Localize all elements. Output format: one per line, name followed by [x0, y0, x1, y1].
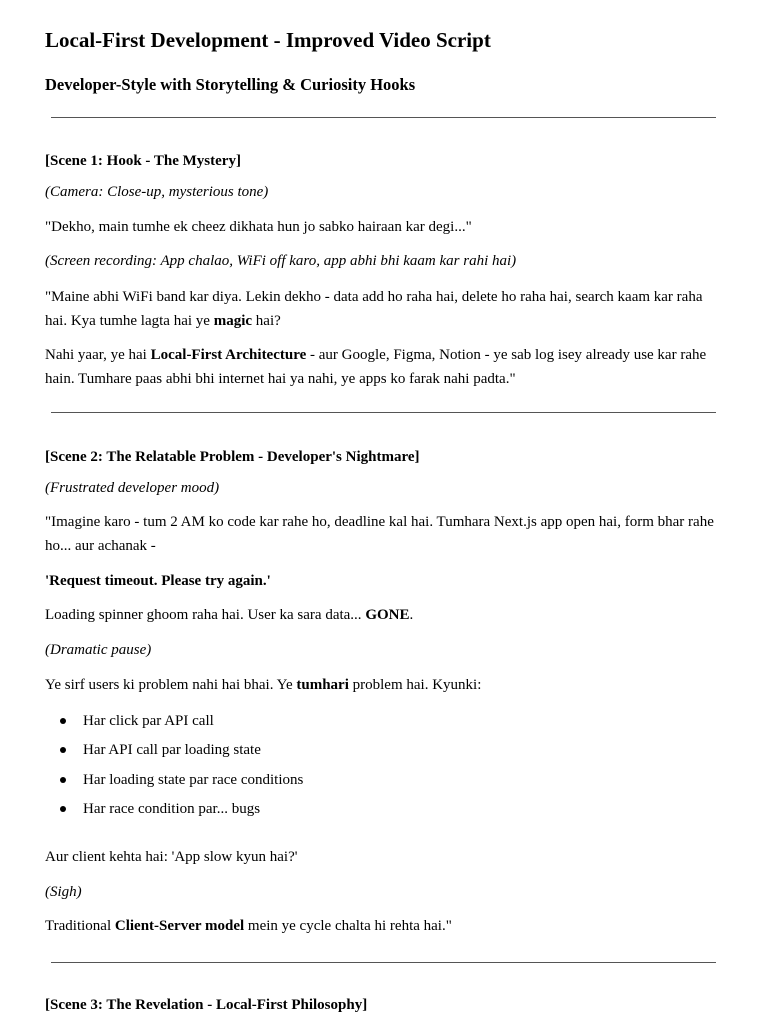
scene2-pause-direction: (Dramatic pause)	[45, 642, 152, 658]
scene1-paragraph2-line1: Nahi yaar, ye hai Local-First Architecture - aur Google, Figma, Notion - ye sab log isey already use kar rahe	[45, 347, 707, 363]
scene1-paragraph2-line2: hain. Tumhare paas abhi bhi internet hai ya nahi, ye apps ko farak nahi padta."	[45, 371, 516, 387]
scene1-screen-direction: (Screen recording: App chalao, WiFi off karo, app abhi bhi kaam kar rahi hai)	[45, 253, 517, 269]
bullet-dot-icon	[60, 777, 66, 783]
scene2-paragraph1-line1: "Imagine karo - tum 2 AM ko code kar rahe ho, deadline kal hai. Tumhara Next.js app open hai, form bhar rahe	[45, 514, 714, 530]
emphasis-gone: GONE	[365, 607, 410, 623]
list-item: Har API call par loading state	[83, 742, 261, 758]
bullet-dot-icon	[60, 806, 66, 812]
list-item: Har race condition par... bugs	[83, 801, 261, 817]
scene1-header: [Scene 1: Hook - The Mystery]	[45, 153, 241, 169]
scene3-header: [Scene 3: The Revelation - Local-First Philosophy]	[45, 997, 368, 1013]
emphasis-magic: magic	[213, 313, 253, 329]
scene2-mood-direction: (Frustrated developer mood)	[45, 480, 220, 496]
scene1-paragraph1-line1: "Maine abhi WiFi band kar diya. Lekin dekho - data add ho raha hai, delete ho raha hai, search kaam kar raha	[45, 289, 703, 305]
scene1-paragraph1-line2: hai. Kya tumhe lagta hai ye magic hai?	[45, 313, 281, 329]
divider	[51, 117, 716, 118]
emphasis-tumhari: tumhari	[296, 677, 349, 693]
list-item: Har click par API call	[83, 713, 214, 729]
document-title: Local-First Development - Improved Video Script	[45, 28, 491, 52]
divider	[51, 962, 716, 963]
scene2-problem-line: Ye sirf users ki problem nahi hai bhai. Ye tumhari problem hai. Kyunki:	[45, 677, 482, 693]
scene2-paragraph1-line2: ho... aur achanak -	[45, 538, 156, 554]
scene2-sigh-direction: (Sigh)	[45, 884, 82, 900]
divider	[51, 412, 716, 413]
emphasis-client-server: Client-Server model	[114, 918, 245, 934]
scene1-camera-direction: (Camera: Close-up, mysterious tone)	[45, 184, 269, 200]
scene2-header: [Scene 2: The Relatable Problem - Developer's Nightmare]	[45, 449, 420, 465]
document-subtitle: Developer-Style with Storytelling & Curiosity Hooks	[45, 75, 416, 94]
list-item: Har loading state par race conditions	[83, 772, 304, 788]
bullet-dot-icon	[60, 718, 66, 724]
scene2-error-message: 'Request timeout. Please try again.'	[45, 573, 271, 589]
bullet-dot-icon	[60, 747, 66, 753]
scene1-quote: "Dekho, main tumhe ek cheez dikhata hun jo sabko hairaan kar degi..."	[45, 219, 472, 235]
scene2-loading-line: Loading spinner ghoom raha hai. User ka sara data... GONE.	[45, 607, 414, 623]
emphasis-local-first: Local-First Architecture	[150, 347, 307, 363]
scene2-traditional-line: Traditional Client-Server model mein ye cycle chalta hi rehta hai."	[45, 918, 452, 934]
scene2-client-line: Aur client kehta hai: 'App slow kyun hai?'	[45, 849, 298, 865]
